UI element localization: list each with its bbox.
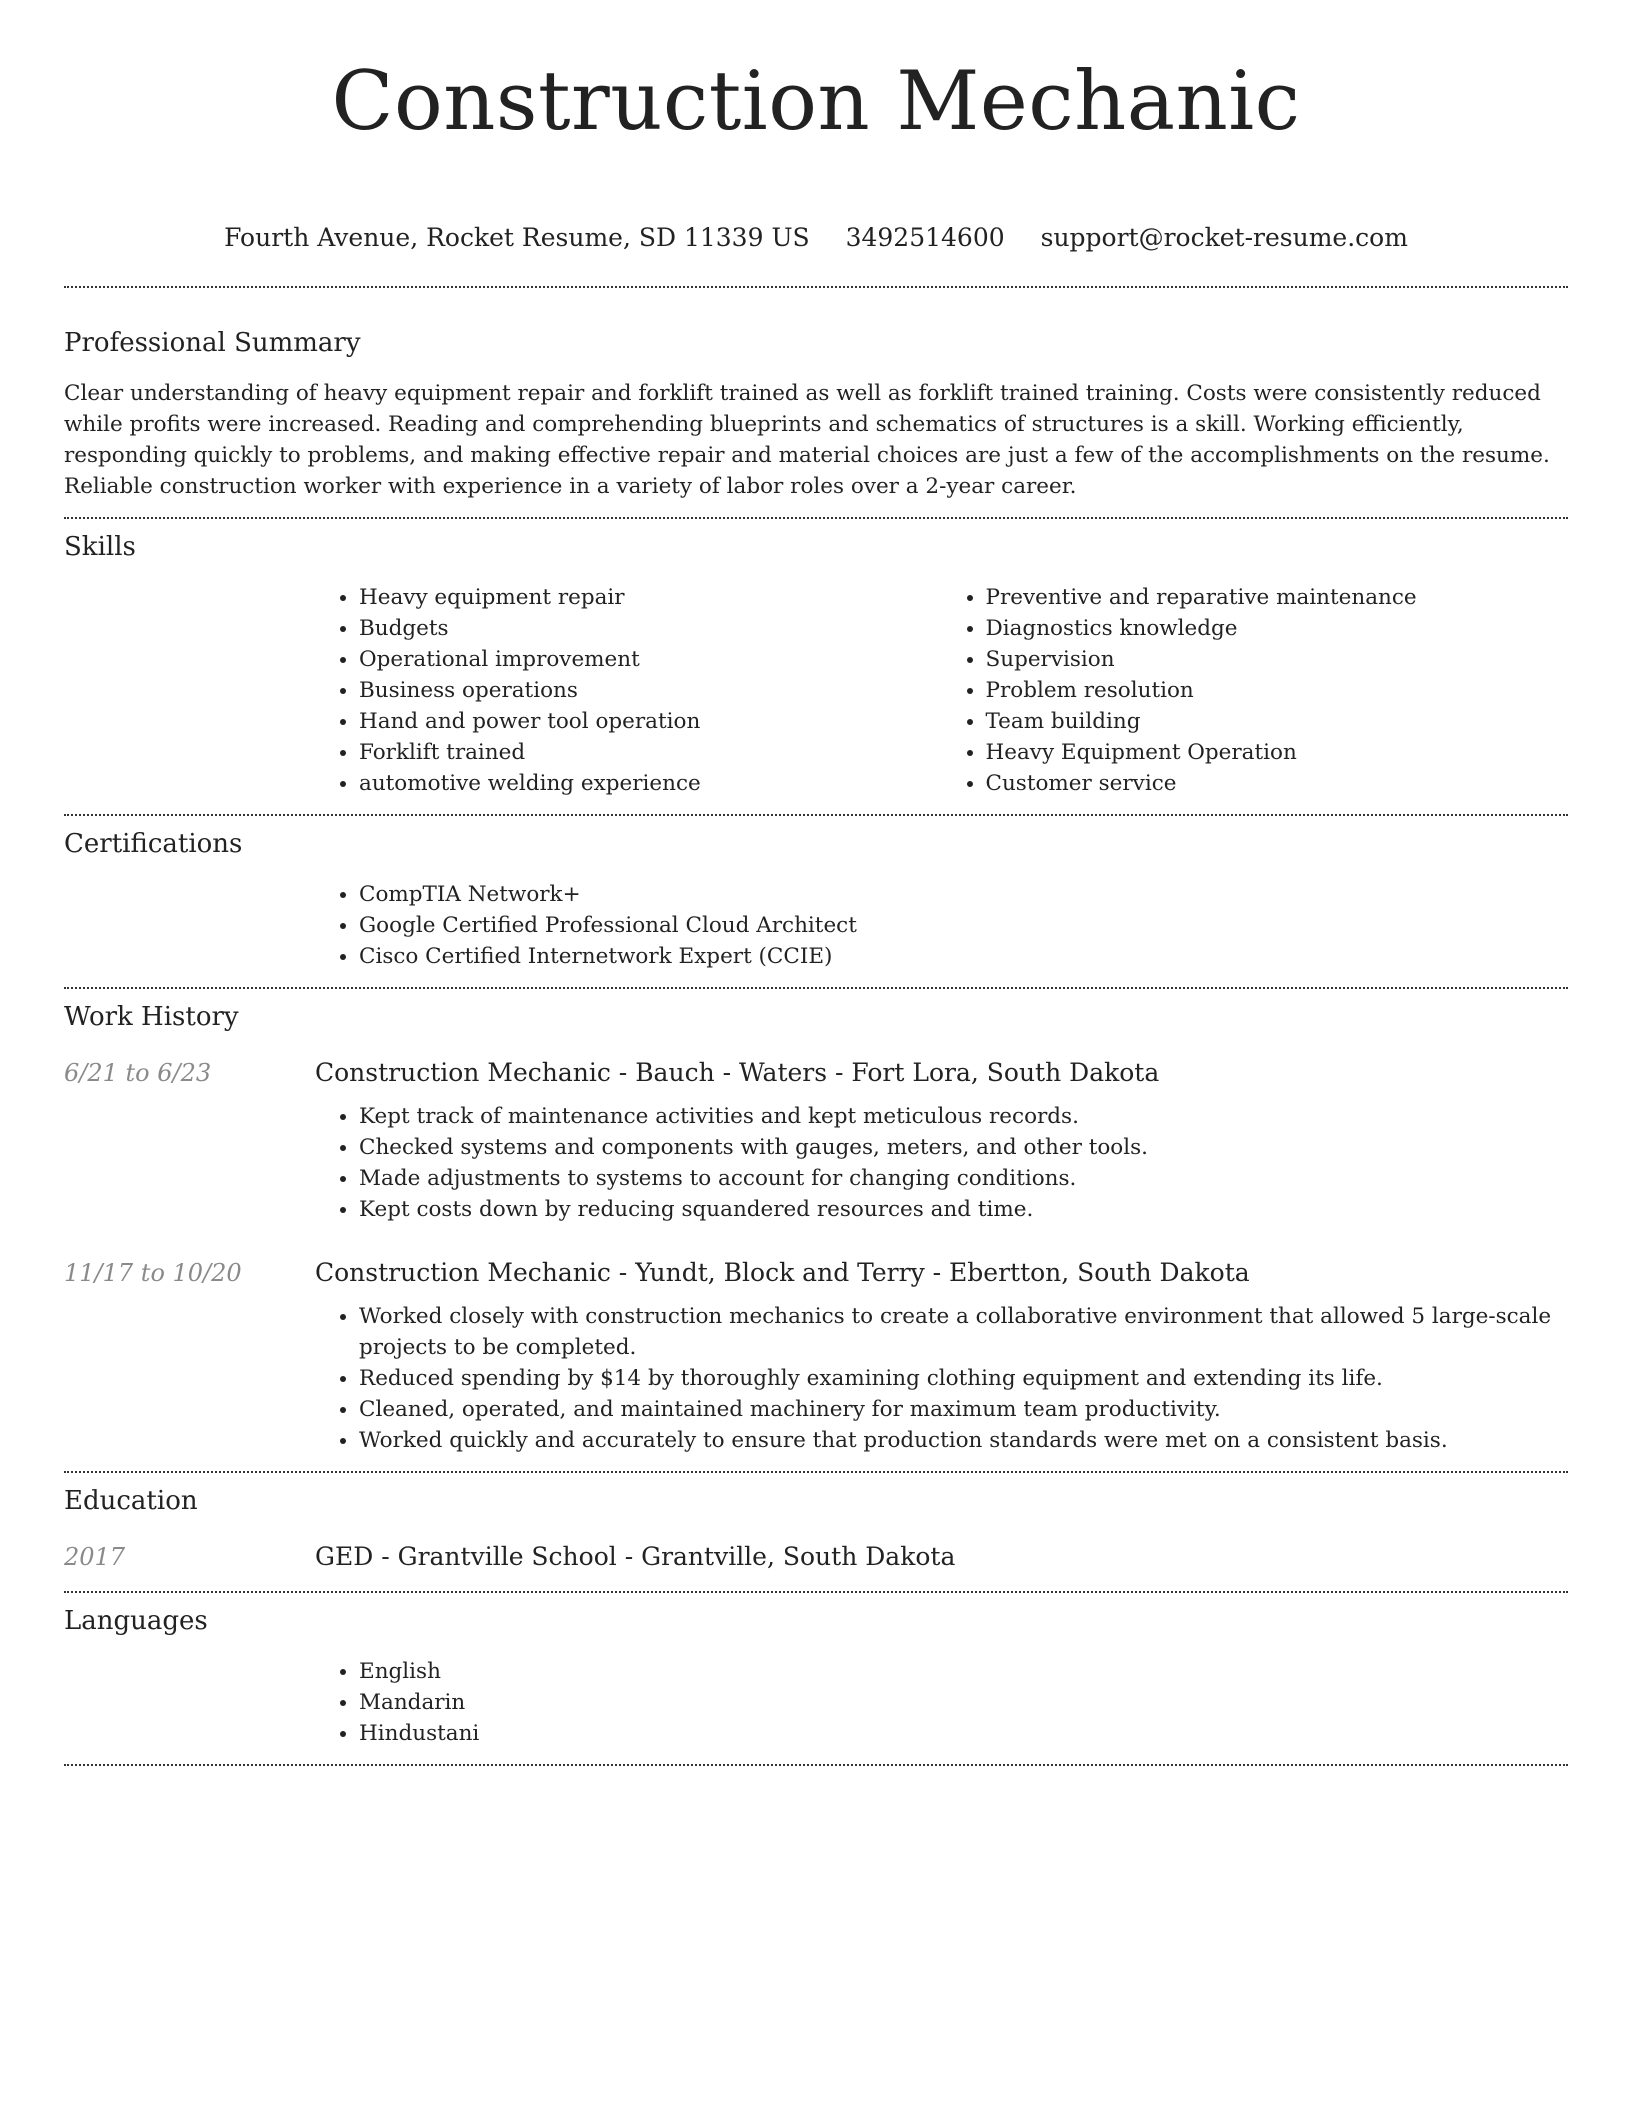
education-year: 2017 — [64, 1543, 126, 1571]
education-entry — [64, 1539, 1568, 1575]
job-bullets — [315, 1301, 1568, 1456]
list-item: • Kept costs down by reducing squandered resources and time. — [359, 1194, 1568, 1225]
contact-line — [64, 220, 1568, 256]
list-item: • Kept track of maintenance activities and kept meticulous records. — [359, 1101, 1568, 1132]
list-item: • Customer service — [986, 768, 1569, 799]
job-title: Construction Mechanic - Bauch - Waters - Fort Lora, South Dakota — [315, 1058, 1160, 1087]
list-item: • automotive welding experience — [359, 768, 942, 799]
skills-grid — [315, 582, 1568, 799]
summary-text: Clear understanding of heavy equipment repair and forklift trained as well as forklift trained training. Costs were consistently reduced while profits were increased. Reading and comprehending blueprints and schematics of structures is a skill. Working efficiently, responding quickly to problems, and making effective repair and material choices are just a few of the accomplishments on the resume. Reliable construction worker with experience in a variety of labor roles over a 2-year career. — [64, 381, 1550, 499]
summary-section — [64, 288, 1568, 502]
contact-address: Fourth Avenue, Rocket Resume, SD 11339 US — [224, 223, 810, 252]
list-item: • Heavy Equipment Operation — [986, 737, 1569, 768]
list-item: • Diagnostics knowledge — [986, 613, 1569, 644]
contact-email: support@rocket-resume.com — [1040, 223, 1408, 252]
job-bullets — [315, 1101, 1568, 1225]
list-item: • Supervision — [986, 644, 1569, 675]
list-item: • Worked quickly and accurately to ensure that production standards were met on a consistent basis. — [359, 1425, 1568, 1456]
skills-list-right — [942, 582, 1569, 799]
list-item: • Forklift trained — [359, 737, 942, 768]
resume-name: Construction Mechanic — [331, 55, 1301, 149]
list-item: • CompTIA Network+ — [359, 879, 1568, 910]
list-item: • Made adjustments to systems to account for changing conditions. — [359, 1163, 1568, 1194]
list-item: • Hindustani — [359, 1718, 1568, 1749]
list-item: • Worked closely with construction mechanics to create a collaborative environment that allowed 5 large-scale projects to be completed. — [359, 1301, 1568, 1363]
list-item: • English — [359, 1656, 1568, 1687]
section-title-work-history: Work History — [64, 1002, 239, 1032]
section-title-certifications: Certifications — [64, 829, 243, 859]
list-item: • Cleaned, operated, and maintained machinery for maximum team productivity. — [359, 1394, 1568, 1425]
list-item: • Reduced spending by $14 by thoroughly examining clothing equipment and extending its life. — [359, 1363, 1568, 1394]
education-section — [64, 1473, 1568, 1575]
job-header — [64, 1255, 1568, 1291]
work-history-section — [64, 989, 1568, 1456]
job-entry — [64, 1255, 1568, 1456]
section-title-languages: Languages — [64, 1606, 208, 1636]
list-item: • Team building — [986, 706, 1569, 737]
education-degree: GED - Grantville School - Grantville, South Dakota — [315, 1542, 956, 1571]
divider — [64, 1764, 1568, 1766]
list-item: • Google Certified Professional Cloud Architect — [359, 910, 1568, 941]
list-item: • Hand and power tool operation — [359, 706, 942, 737]
list-item: • Problem resolution — [986, 675, 1569, 706]
certifications-list — [315, 879, 1568, 972]
job-entry — [64, 1055, 1568, 1225]
section-title-summary: Professional Summary — [64, 328, 361, 358]
list-item: • Mandarin — [359, 1687, 1568, 1718]
list-item: • Budgets — [359, 613, 942, 644]
list-item: • Operational improvement — [359, 644, 942, 675]
skills-list-left — [315, 582, 942, 799]
section-title-education: Education — [64, 1486, 198, 1516]
list-item: • Preventive and reparative maintenance — [986, 582, 1569, 613]
contact-phone: 3492514600 — [845, 223, 1005, 252]
languages-list — [315, 1656, 1568, 1749]
list-item: • Heavy equipment repair — [359, 582, 942, 613]
job-title: Construction Mechanic - Yundt, Block and Terry - Ebertton, South Dakota — [315, 1258, 1250, 1287]
languages-section — [64, 1593, 1568, 1749]
list-item: • Checked systems and components with gauges, meters, and other tools. — [359, 1132, 1568, 1163]
list-item: • Business operations — [359, 675, 942, 706]
section-title-skills: Skills — [64, 532, 136, 562]
skills-section — [64, 519, 1568, 799]
list-item: • Cisco Certified Internetwork Expert (CCIE) — [359, 941, 1568, 972]
job-header — [64, 1055, 1568, 1091]
certifications-section — [64, 816, 1568, 972]
job-dates: 6/21 to 6/23 — [64, 1059, 212, 1087]
job-dates: 11/17 to 10/20 — [64, 1259, 242, 1287]
